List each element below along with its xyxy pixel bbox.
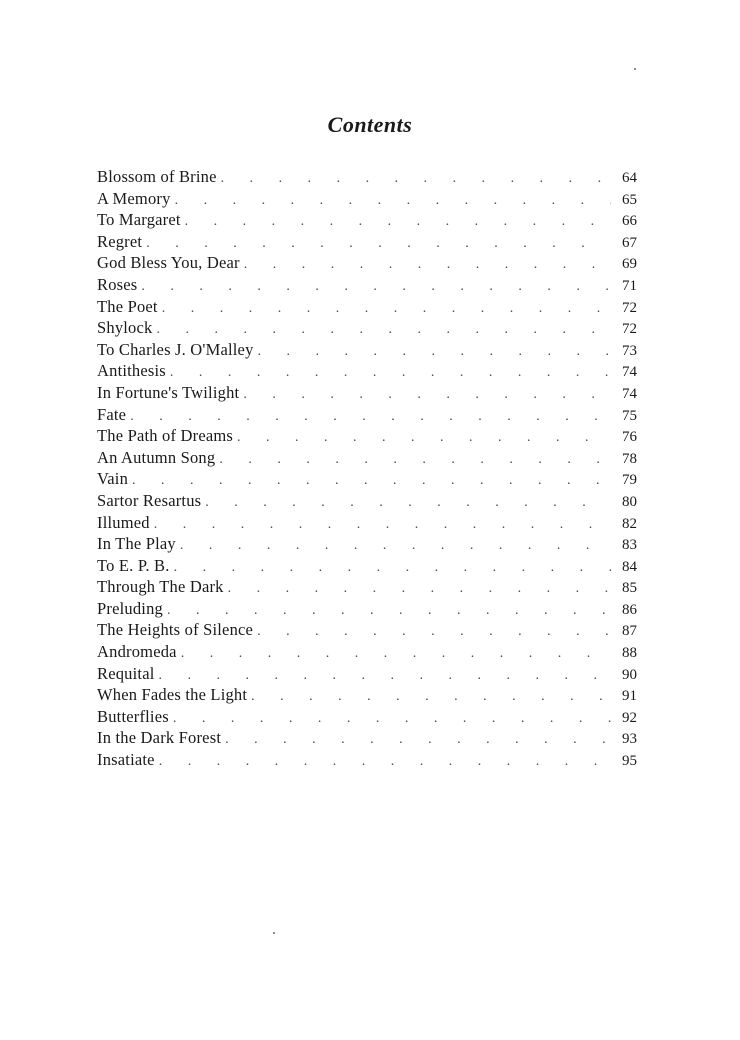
toc-entry bbox=[97, 684, 637, 706]
dot-leader bbox=[141, 276, 611, 298]
dot-leader bbox=[257, 621, 611, 643]
dot-leader bbox=[156, 319, 611, 341]
dot-leader bbox=[243, 384, 611, 406]
entry-title: Fate bbox=[97, 404, 127, 424]
entry-page-number: 69 bbox=[622, 256, 637, 273]
entry-page-number: 91 bbox=[622, 688, 637, 705]
entry-page-number: 74 bbox=[622, 385, 637, 402]
entry-title: The Path of Dreams bbox=[97, 426, 234, 446]
dot-leader bbox=[132, 470, 611, 492]
entry-page-number: 80 bbox=[622, 493, 637, 510]
dot-leader bbox=[130, 406, 611, 428]
toc-entry bbox=[97, 749, 637, 771]
entry-page-number: 88 bbox=[622, 645, 637, 662]
toc-entry bbox=[97, 576, 637, 598]
entry-page-number: 64 bbox=[622, 170, 637, 186]
entry-title: Sartor Resartus bbox=[97, 490, 202, 510]
toc-entry bbox=[97, 317, 637, 339]
entry-page-number: 66 bbox=[622, 213, 637, 230]
toc-entry bbox=[97, 512, 637, 534]
entry-page-number: 86 bbox=[622, 601, 637, 618]
dot-leader bbox=[170, 362, 611, 384]
dot-leader bbox=[237, 427, 611, 449]
dot-leader bbox=[167, 600, 611, 622]
toc-entry bbox=[97, 252, 637, 274]
entry-title: Vain bbox=[97, 469, 129, 489]
entry-page-number: 76 bbox=[622, 429, 637, 446]
entry-title: Roses bbox=[97, 274, 138, 294]
dot-leader bbox=[173, 708, 611, 730]
toc-entry bbox=[97, 598, 637, 620]
toc-entry bbox=[97, 727, 637, 749]
toc-entry bbox=[97, 706, 637, 728]
entry-title: A Memory bbox=[97, 188, 171, 208]
dot-leader bbox=[219, 449, 611, 471]
entry-title: In Fortune's Twilight bbox=[97, 382, 240, 402]
toc-entry bbox=[97, 382, 637, 404]
entry-title: Requital bbox=[97, 663, 155, 683]
dot-leader bbox=[228, 578, 611, 600]
toc-entry bbox=[97, 360, 637, 382]
entry-page-number: 72 bbox=[622, 321, 637, 338]
toc-entry bbox=[97, 231, 637, 253]
entry-page-number: 84 bbox=[622, 558, 637, 575]
dot-leader bbox=[159, 751, 611, 773]
entry-title: To Margaret bbox=[97, 210, 181, 230]
entry-page-number: 72 bbox=[622, 299, 637, 316]
entry-page-number: 82 bbox=[622, 515, 637, 532]
dot-leader bbox=[244, 254, 611, 276]
print-speck bbox=[634, 68, 636, 70]
entry-title: In The Play bbox=[97, 534, 176, 554]
toc-entry bbox=[97, 296, 637, 318]
dot-leader bbox=[221, 168, 611, 190]
toc-entry bbox=[97, 339, 637, 361]
entry-page-number: 73 bbox=[622, 342, 637, 359]
entry-title: To E. P. B. bbox=[97, 555, 170, 575]
dot-leader bbox=[251, 686, 611, 708]
entry-page-number: 75 bbox=[622, 407, 637, 424]
entry-page-number: 83 bbox=[622, 537, 637, 554]
dot-leader bbox=[174, 557, 611, 579]
entry-title: Butterflies bbox=[97, 706, 169, 726]
entry-title: Regret bbox=[97, 231, 143, 251]
dot-leader bbox=[258, 341, 611, 363]
entry-page-number: 87 bbox=[622, 623, 637, 640]
toc-entry bbox=[97, 447, 637, 469]
toc-entry bbox=[97, 490, 637, 512]
entry-page-number: 85 bbox=[622, 580, 637, 597]
toc-entry bbox=[97, 188, 637, 210]
page-title: Contents bbox=[327, 112, 413, 137]
entry-page-number: 92 bbox=[622, 709, 637, 726]
dot-leader bbox=[205, 492, 611, 514]
entry-title: Preluding bbox=[97, 598, 163, 618]
print-speck bbox=[273, 932, 275, 934]
entry-page-number: 93 bbox=[622, 731, 637, 748]
toc-entry bbox=[97, 274, 637, 296]
toc-entry bbox=[97, 425, 637, 447]
toc-entry bbox=[97, 404, 637, 426]
dot-leader bbox=[154, 514, 611, 536]
toc-entry bbox=[97, 209, 637, 231]
entry-title: Antithesis bbox=[97, 361, 166, 381]
entry-title: Shylock bbox=[97, 318, 153, 338]
entry-title: Insatiate bbox=[97, 750, 155, 770]
toc-entry bbox=[97, 166, 637, 188]
dot-leader bbox=[159, 665, 611, 687]
dot-leader bbox=[162, 298, 611, 320]
entry-page-number: 90 bbox=[622, 666, 637, 683]
toc-entry bbox=[97, 533, 637, 555]
entry-page-number: 67 bbox=[622, 234, 637, 251]
toc-entry bbox=[97, 619, 637, 641]
entry-title: God Bless You, Dear bbox=[97, 253, 240, 273]
entry-page-number: 71 bbox=[622, 277, 637, 294]
entry-title: Andromeda bbox=[97, 642, 177, 662]
entry-title: Illumed bbox=[97, 512, 150, 532]
dot-leader bbox=[146, 233, 611, 255]
entry-title: The Heights of Silence bbox=[97, 620, 254, 640]
entry-page-number: 78 bbox=[622, 450, 637, 467]
dot-leader bbox=[181, 643, 611, 665]
dot-leader bbox=[180, 535, 611, 557]
entry-page-number: 74 bbox=[622, 364, 637, 381]
entry-title: Through The Dark bbox=[97, 577, 224, 597]
entry-title: In the Dark Forest bbox=[97, 728, 222, 748]
entry-title: The Poet bbox=[97, 296, 158, 316]
dot-leader bbox=[175, 190, 611, 212]
entry-title: Blossom of Brine bbox=[97, 167, 217, 186]
entry-page-number: 79 bbox=[622, 472, 637, 489]
toc-entry bbox=[97, 468, 637, 490]
entry-title: An Autumn Song bbox=[97, 447, 216, 467]
dot-leader bbox=[185, 211, 611, 233]
table-of-contents bbox=[97, 166, 637, 771]
entry-title: When Fades the Light bbox=[97, 685, 248, 705]
entry-page-number: 65 bbox=[622, 191, 637, 208]
toc-entry bbox=[97, 641, 637, 663]
dot-leader bbox=[225, 729, 611, 751]
entry-page-number: 95 bbox=[622, 753, 637, 770]
toc-entry bbox=[97, 555, 637, 577]
toc-entry bbox=[97, 663, 637, 685]
entry-title: To Charles J. O'Malley bbox=[97, 339, 254, 359]
